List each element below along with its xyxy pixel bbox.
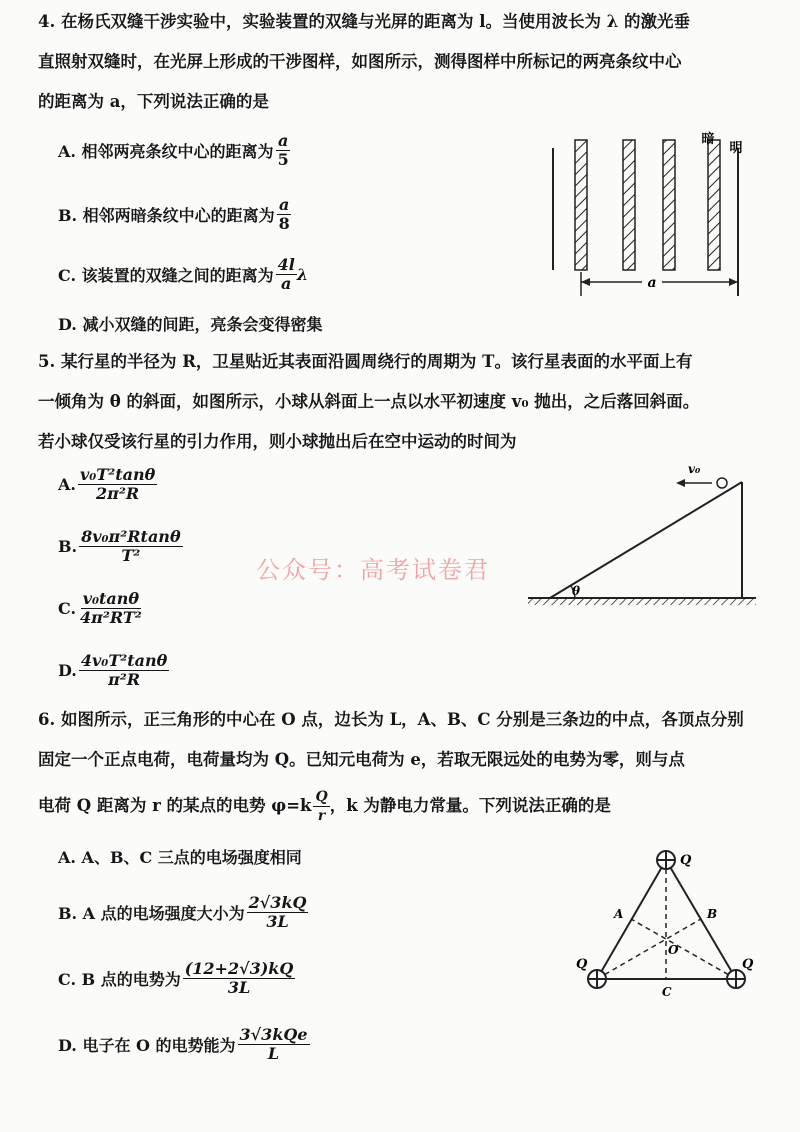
point-b-label: B xyxy=(707,907,718,921)
q6-b-fraction: $\frac{2√3kQ}{3L}$ xyxy=(248,893,307,931)
q4-stem-line1: 4. 在杨氏双缝干涉实验中，实验装置的双缝与光屏的距离为 l。当使用波长为 λ 的激光垂 xyxy=(38,12,691,31)
bright-label: 明 xyxy=(729,141,743,156)
dimension-a-label: a xyxy=(647,275,657,291)
q6-stem-line1: 6. 如图所示，正三角形的中心在 O 点，边长为 L，A、B、C 分别是三条边的中点，各顶点分别 xyxy=(38,710,744,729)
ball xyxy=(717,478,727,488)
ground-hatch xyxy=(528,598,756,605)
q6-stem-line3: 电荷 Q 距离为 r 的某点的电势 φ=k $\frac{Q}{r}$ ，k 为静电力常量。下列说法正确的是 xyxy=(38,788,611,824)
q6-option-a[interactable]: A. A、B、C 三点的电场强度相同 xyxy=(58,848,302,867)
theta-label: θ xyxy=(572,584,581,598)
q5-d-fraction: $\frac{\text{4v₀T²tanθ}}{\text{π²R}}$ xyxy=(80,651,168,689)
incline-surface xyxy=(550,482,742,598)
q5-stem-line2: 一倾角为 θ 的斜面，如图所示，小球从斜面上一点以水平初速度 v₀ 抛出，之后落回斜面。 xyxy=(38,392,700,411)
q4-stem xyxy=(38,2,768,122)
q4-option-d[interactable]: D. 减小双缝的间距，亮条会变得密集 xyxy=(58,315,323,334)
q-label-top: Q xyxy=(680,853,692,868)
q5-stem-line1: 5. 某行星的半径为 R，卫星贴近其表面沿圆周绕行的周期为 T。该行星表面的水平面上有 xyxy=(38,352,693,371)
q5-option-d[interactable]: D. $\frac{\text{4v₀T²tanθ}}{\text{π²R}}$ xyxy=(58,651,168,689)
point-a-label: A xyxy=(614,907,624,921)
q6-option-c[interactable]: C. B 点的电势为 $\frac{(12+2√3)kQ}{3L}$ xyxy=(58,959,294,997)
q5-option-a[interactable]: A. $\frac{\text{v₀T²tanθ}}{\text{2π²R}}$ xyxy=(58,465,156,503)
charge-top xyxy=(657,851,675,869)
q4-stem-line3: 的距离为 a，下列说法正确的是 xyxy=(38,92,269,111)
watermark: 公众号：高考试卷君 xyxy=(256,556,490,584)
q6-option-b[interactable]: B. A 点的电场强度大小为 $\frac{2√3kQ}{3L}$ xyxy=(58,893,307,931)
q5-stem-line3: 若小球仅受该行星的引力作用，则小球抛出后在空中运动的时间为 xyxy=(38,432,517,451)
q5-option-b[interactable]: B. $\frac{\text{8v₀π²Rtanθ}}{\text{T²}}$ xyxy=(58,527,181,565)
incline-figure xyxy=(520,458,770,608)
q4-b-fraction: $\frac{a}{8}$ xyxy=(278,195,290,233)
q6-potential-fraction: $\frac{Q}{r}$ xyxy=(315,788,328,824)
q6-stem xyxy=(38,700,768,826)
bright-fringes xyxy=(575,140,720,270)
q6-d-fraction: $\frac{\text{3√3kQe}}{L}$ xyxy=(239,1025,308,1063)
dark-label: 暗 xyxy=(701,132,715,147)
charge-right xyxy=(727,970,745,988)
q-label-right: Q xyxy=(742,957,754,972)
q6-c-fraction: $\frac{(12+2√3)kQ}{3L}$ xyxy=(184,959,294,997)
q-label-left: Q xyxy=(576,957,588,972)
q5-stem xyxy=(38,342,768,462)
q4-option-c[interactable]: C. 该装置的双缝之间的距离为 $\frac{4l}{a}$ λ xyxy=(58,255,309,293)
point-c-label: C xyxy=(662,985,672,999)
v0-label: v₀ xyxy=(688,462,701,476)
q4-option-b[interactable]: B. 相邻两暗条纹中心的距离为 $\frac{a}{8}$ xyxy=(58,195,290,233)
q5-a-fraction: $\frac{\text{v₀T²tanθ}}{\text{2π²R}}$ xyxy=(79,465,156,503)
charge-left xyxy=(588,970,606,988)
q5-option-c[interactable]: C. $\frac{\text{v₀tanθ}}{\text{4π²RT²}}$ xyxy=(58,589,142,627)
point-o-label: O xyxy=(668,943,679,957)
q4-c-fraction: $\frac{4l}{a}$ xyxy=(277,255,295,293)
q6-option-d[interactable]: D. 电子在 O 的电势能为 $\frac{\text{3√3kQe}}{L}$ xyxy=(58,1025,308,1063)
q5-c-fraction: $\frac{\text{v₀tanθ}}{\text{4π²RT²}}$ xyxy=(80,589,142,627)
triangle-figure xyxy=(570,842,770,1002)
fringe-figure xyxy=(540,130,760,300)
q5-b-fraction: $\frac{\text{8v₀π²Rtanθ}}{\text{T²}}$ xyxy=(81,527,181,565)
q4-a-fraction: $\frac{a}{5}$ xyxy=(277,131,289,169)
q4-option-a[interactable]: A. 相邻两亮条纹中心的距离为 $\frac{a}{5}$ xyxy=(58,131,289,169)
q4-stem-line2: 直照射双缝时，在光屏上形成的干涉图样，如图所示，测得图样中所标记的两亮条纹中心 xyxy=(38,52,682,71)
q6-stem-line2: 固定一个正点电荷，电荷量均为 Q。已知元电荷为 e，若取无限远处的电势为零，则与点 xyxy=(38,750,685,769)
